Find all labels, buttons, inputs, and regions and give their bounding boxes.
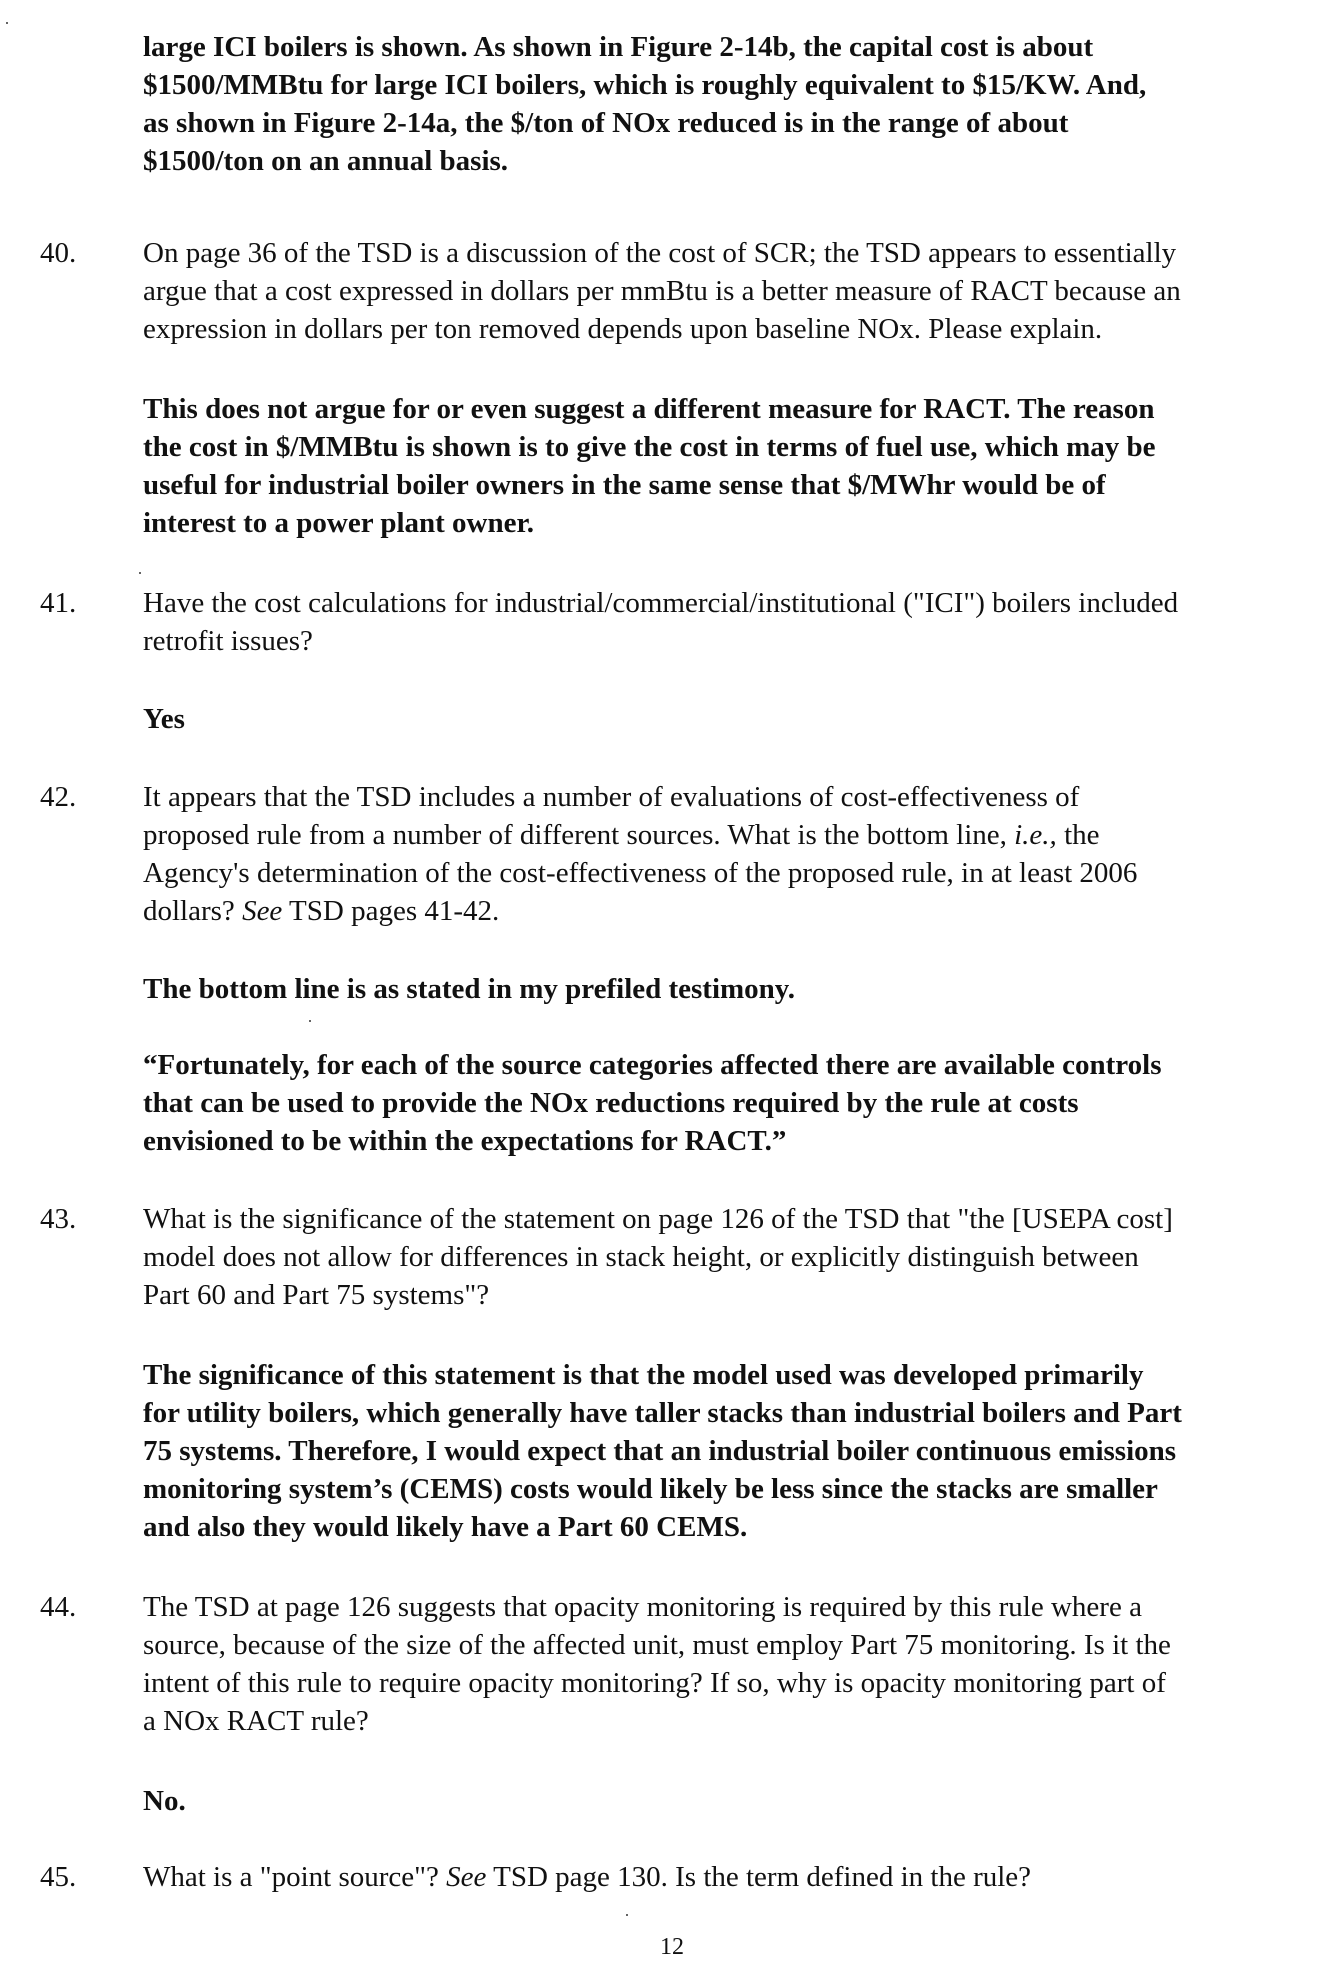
question-number-41: 41. — [40, 587, 77, 619]
scan-speck — [6, 22, 8, 24]
quoted-testimony — [143, 1046, 1343, 1160]
question-line: retrofit issues? — [143, 625, 313, 657]
question-line: dollars? See TSD pages 41-42. — [143, 895, 500, 927]
answer-line: useful for industrial boiler owners in the same sense that $/MWhr would be of — [143, 469, 1106, 501]
question-line: Have the cost calculations for industrial/commercial/institutional ("ICI") boilers included — [143, 587, 1179, 619]
question-line: What is the significance of the statement on page 126 of the TSD that "the [USEPA cost] — [143, 1203, 1173, 1235]
quote-line: that can be used to provide the NOx reductions required by the rule at costs — [143, 1087, 1079, 1119]
question-line: argue that a cost expressed in dollars per mmBtu is a better measure of RACT because an — [143, 275, 1181, 307]
answer-line: interest to a power plant owner. — [143, 507, 534, 539]
question-line: proposed rule from a number of different sources. What is the bottom line, i.e., the — [143, 819, 1100, 851]
answer-41: Yes — [143, 703, 185, 735]
scan-speck — [626, 1914, 628, 1916]
answer-42: The bottom line is as stated in my prefiled testimony. — [143, 973, 795, 1005]
answer-line: This does not argue for or even suggest a different measure for RACT. The reason — [143, 393, 1155, 425]
quote-line: “Fortunately, for each of the source categories affected there are available controls — [143, 1049, 1162, 1081]
answer-43 — [143, 1356, 1343, 1546]
question-line: expression in dollars per ton removed depends upon baseline NOx. Please explain. — [143, 313, 1103, 345]
question-line: Agency's determination of the cost-effectiveness of the proposed rule, in at least 2006 — [143, 857, 1138, 889]
question-45: What is a "point source"? See TSD page 130. Is the term defined in the rule? — [143, 1861, 1032, 1893]
question-44 — [143, 1588, 1343, 1740]
question-line: The TSD at page 126 suggests that opacity monitoring is required by this rule where a — [143, 1591, 1142, 1623]
intro-line: as shown in Figure 2-14a, the $/ton of NOx reduced is in the range of about — [143, 107, 1069, 139]
intro-line: $1500/MMBtu for large ICI boilers, which is roughly equivalent to $15/KW. And, — [143, 69, 1147, 101]
question-line: intent of this rule to require opacity monitoring? If so, why is opacity monitoring part of — [143, 1667, 1166, 1699]
answer-line: 75 systems. Therefore, I would expect that an industrial boiler continuous emissions — [143, 1435, 1177, 1467]
question-43 — [143, 1200, 1343, 1314]
answer-40 — [143, 390, 1343, 542]
intro-line: large ICI boilers is shown. As shown in Figure 2-14b, the capital cost is about — [143, 31, 1094, 63]
question-line: a NOx RACT rule? — [143, 1705, 369, 1737]
answer-44: No. — [143, 1785, 186, 1817]
answer-line: for utility boilers, which generally have taller stacks than industrial boilers and Part — [143, 1397, 1182, 1429]
question-line: On page 36 of the TSD is a discussion of the cost of SCR; the TSD appears to essentially — [143, 237, 1177, 269]
question-number-42: 42. — [40, 781, 77, 813]
intro-answer — [143, 28, 1343, 180]
answer-line: the cost in $/MMBtu is shown is to give the cost in terms of fuel use, which may be — [143, 431, 1156, 463]
question-40 — [143, 234, 1343, 348]
scan-speck — [309, 1020, 311, 1022]
answer-line: monitoring system’s (CEMS) costs would likely be less since the stacks are smaller — [143, 1473, 1158, 1505]
question-line: It appears that the TSD includes a number of evaluations of cost-effectiveness of — [143, 781, 1080, 813]
answer-line: The significance of this statement is that the model used was developed primarily — [143, 1359, 1144, 1391]
question-line: model does not allow for differences in stack height, or explicitly distinguish between — [143, 1241, 1139, 1273]
question-42 — [143, 778, 1343, 930]
answer-line: and also they would likely have a Part 60 CEMS. — [143, 1511, 748, 1543]
question-line: Part 60 and Part 75 systems"? — [143, 1279, 490, 1311]
intro-line: $1500/ton on an annual basis. — [143, 145, 509, 177]
question-41 — [143, 584, 1343, 660]
question-number-45: 45. — [40, 1861, 77, 1893]
question-number-44: 44. — [40, 1591, 77, 1623]
page-number: 12 — [660, 1934, 684, 1960]
question-line: source, because of the size of the affected unit, must employ Part 75 monitoring. Is it the — [143, 1629, 1171, 1661]
scan-speck — [139, 572, 141, 574]
quote-line: envisioned to be within the expectations for RACT.” — [143, 1125, 787, 1157]
question-number-40: 40. — [40, 237, 77, 269]
question-number-43: 43. — [40, 1203, 77, 1235]
